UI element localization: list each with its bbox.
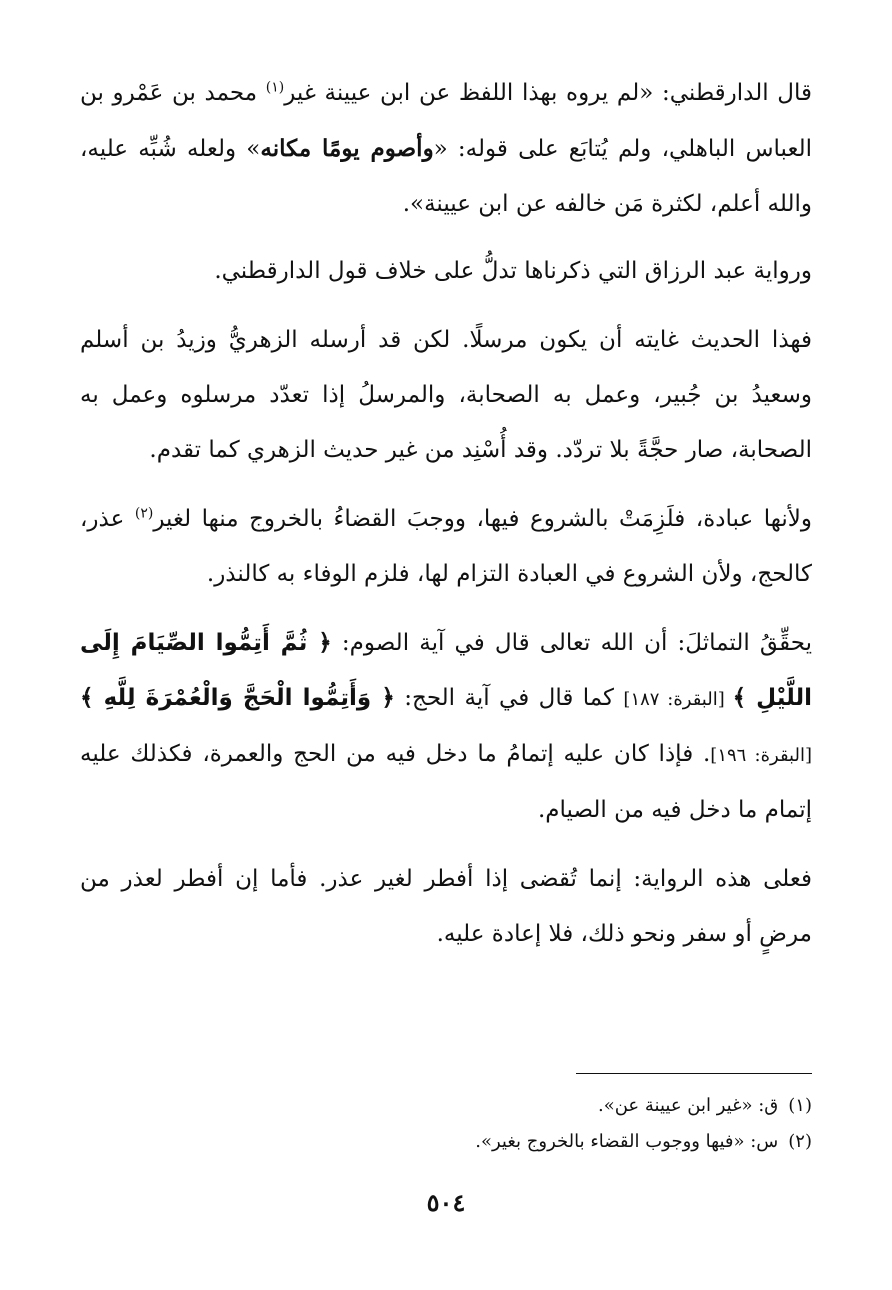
paragraph-daraqutni-quote [80,66,812,232]
verse-reference-1: [البقرة: ١٨٧] [623,689,733,710]
paragraph-ibadah [80,492,812,602]
footnote-number: (٢) [788,1131,812,1152]
bold-quote: وأصوم يومًا مكانه [260,135,434,162]
quran-verse-2: ﴿ وَأَتِمُّوا الْحَجَّ وَالْعُمْرَةَ لِلَّهِ ﴾ [80,685,395,711]
footnote-text: س: «فيها ووجوب القضاء بالخروج بغير». [475,1131,779,1152]
footnote-marker-1[interactable]: (١) [265,79,285,96]
paragraph-mursal-hadith [80,313,812,478]
footnote-number: (١) [788,1095,812,1116]
footnote-2 [80,1124,812,1160]
paragraph-text: . فإذا كان عليه إتمامُ ما دخل فيه من الحج والعمرة، فكذلك عليه إتمام ما دخل فيه من الصيام. [80,741,812,823]
paragraph-text: فعلى هذه الرواية: إنما تُقضى إذا أفطر لغير عذر. فأما إن أفطر لعذر من مرضٍ أو سفر ونحو ذلك، فلا إعادة عليه. [80,866,812,947]
quran-verse-1: ﴿ ثُمَّ أَتِمُّوا الصِّيَامَ إِلَى اللَّيْلِ ﴾ [80,630,812,711]
page-body [80,66,812,976]
paragraph-text: قال الدارقطني: «لم يروه بهذا اللفظ عن ابن عيينة غير [284,80,812,106]
paragraph-text: محمد بن عَمْرو بن العباس الباهلي، ولم يُتابَع على قوله: « [80,80,812,162]
paragraph-text: يحقِّقُ التماثلَ: أن الله تعالى قال في آية الصوم: [331,630,812,656]
paragraph-text: فهذا الحديث غايته أن يكون مرسلًا. لكن قد أرسله الزهريُّ وزيدُ بن أسلم وسعيدُ بن جُبير، وعمل به الصحابة، والمرسلُ إذا تعدّد مرسلوه وعمل به الصحابة، صار حجَّةً بلا تردّد. وقد أُسْنِد من غير حديث الزهري كما تقدم. [80,327,812,463]
footnote-1 [80,1088,812,1124]
footnote-text: ق: «غير ابن عيينة عن». [597,1095,779,1116]
paragraph-riwayah [80,852,812,962]
page-number: ٥٠٤ [426,1188,466,1217]
footnote-marker-2[interactable]: (٢) [134,505,154,522]
paragraph-text: عذر، كالحج، ولأن الشروع في العبادة التزام لها، فلزم الوفاء به كالنذر. [80,506,812,587]
footnotes [80,1088,812,1160]
paragraph-text: ولأنها عبادة، فلَزِمَتْ بالشروع فيها، ووجبَ القضاءُ بالخروج منها لغير [153,506,812,532]
footnote-separator [576,1073,812,1074]
paragraph-tamathul [80,616,812,838]
paragraph-abdulrazzaq [80,244,812,299]
paragraph-text: كما قال في آية الحج: [394,685,624,711]
verse-reference-2: [البقرة: ١٩٦] [710,745,812,766]
paragraph-text: » ولعله شُبِّه عليه، والله أعلم، لكثرة مَن خالفه عن ابن عيينة». [80,136,812,217]
paragraph-text: ورواية عبد الرزاق التي ذكرناها تدلُّ على خلاف قول الدارقطني. [214,258,812,284]
